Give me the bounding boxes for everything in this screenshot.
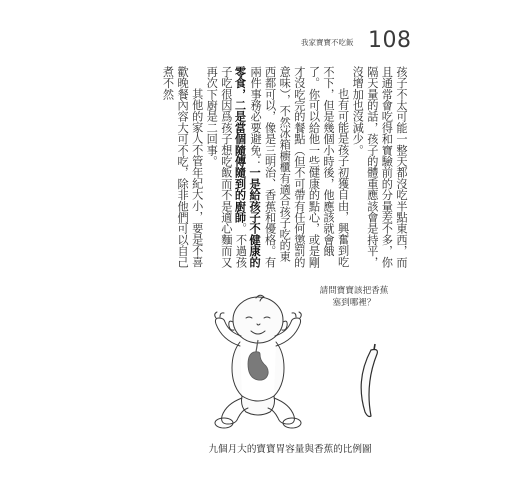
paragraph-text: 。不過孩子吃很因爲孩子想吃飯而不是適心麵而又再次下廚是二回事。: [205, 66, 248, 268]
figure-caption: 九個月大的寶寶胃容量與香蕉的比例圖: [208, 444, 372, 455]
paragraph-text: 其他的家人不管年紀大小，要是不喜歡晚餐內容大可不吃，除非他們可以自己煮不然: [161, 66, 204, 268]
emphasis-text: 一是給孩子不健康的零食，二是當個隨傳隨到的廚師: [233, 66, 263, 268]
chapter-title: 我家寶寶不吃飯: [301, 38, 354, 47]
body-text: [140, 66, 408, 272]
speech-bubble: [306, 285, 402, 321]
speech-line-2: 塞到哪裡？: [332, 298, 376, 308]
stomach-shape: [248, 352, 268, 380]
page-number: 108: [368, 28, 412, 53]
speech-line-1: 請問寶寶該把香蕉: [319, 286, 389, 296]
body-paragraph: [204, 66, 350, 272]
body-paragraph: [350, 66, 408, 272]
paragraph-text: 孩子不太可能一整天都沒吃半點東西，而且通常會吃得和寶驗前的分量差不多，你隔天量的話，孩子的體重應該會是持平，沒增加也沒減少。: [351, 66, 408, 268]
body-paragraph: [160, 66, 204, 272]
banana-icon: [361, 344, 377, 417]
paragraph-text: 也有可能是孩子初獲自由，興奮到吃不下，但是幾個小時後，他應該就會餓了。你可以給他一些健康的點心，或是剛才沒吃完的餐點（但不可帶有任何懲罰的意味），不然冰箱櫥櫃有適合孩子吃的東西都可以，像是三明治、香蕉和優格。有兩件事務必要避免：: [249, 66, 350, 268]
